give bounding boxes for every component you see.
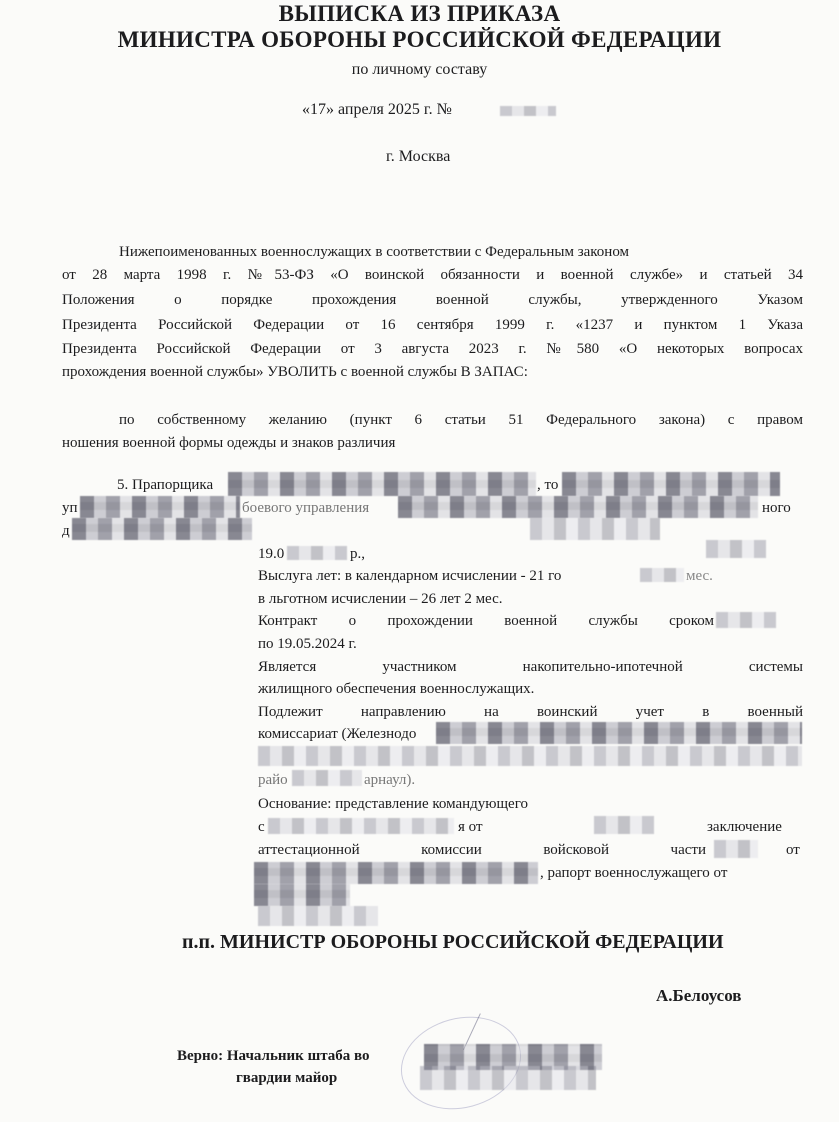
- redacted-line3-b: [530, 518, 660, 540]
- redacted-line3-a: [72, 518, 252, 540]
- item-line2-start: уп: [62, 500, 78, 516]
- preamble-line-2: от 28 марта 1998 г. №53-ФЗ «О воинской обязанности и военной службе» и статьей 34: [62, 267, 803, 283]
- item-line1-end: , то: [537, 477, 559, 493]
- item-basis-line4-end: , рапорт военнослужащего от: [540, 865, 728, 881]
- redacted-basis-d: [254, 862, 538, 884]
- item-basis-line1: Основание: представление командующего: [258, 796, 528, 812]
- item-nis-line1: Является участником накопительно-ипотечной системы: [258, 659, 803, 675]
- redacted-basis-a: [268, 818, 454, 834]
- reason-line-2: ношения военной формы одежды и знаков различия: [62, 435, 396, 451]
- redacted-basis-f: [258, 906, 378, 926]
- document-title-line1: ВЫПИСКА ИЗ ПРИКАЗА: [278, 1, 561, 26]
- item-registration-line4-end: арнаул).: [364, 772, 416, 788]
- item-basis-line2-mid: я от: [458, 819, 483, 835]
- item-service-calendar: Выслуга лет: в календарном исчислении - 21 го: [258, 568, 562, 584]
- item-line2-end: ного: [762, 500, 791, 516]
- preamble-line-5: Президента Российской Федерации от 3 августа 2023 г. №580 «О некоторых вопросах: [62, 341, 803, 357]
- item-basis-line3: аттестационной комиссии войсковой части: [258, 842, 706, 858]
- document-subtitle: по личному составу: [351, 61, 488, 78]
- certify-line2: гвардии майор: [236, 1070, 338, 1086]
- item-registration-line1: Подлежит направлению на воинский учет в военный: [258, 704, 803, 720]
- item-birth: 19.0: [258, 546, 285, 562]
- redacted-basis-e: [254, 884, 350, 906]
- redacted-birth: [287, 546, 347, 560]
- order-date: «17» апреля 2025 г. №: [302, 101, 452, 118]
- item-contract-line2: по 19.05.2024 г.: [258, 636, 357, 652]
- redacted-service: [640, 568, 684, 582]
- redacted-order-number: [500, 106, 556, 116]
- certify-line1: Верно: Начальник штаба во: [177, 1048, 370, 1064]
- redacted-name: [228, 472, 536, 496]
- preamble-line-1: Нижепоименованных военнослужащих в соответствии с Федеральным законом: [119, 244, 630, 260]
- preamble-line-6: прохождения военной службы» УВОЛИТЬ с военной службы В ЗАПАС:: [62, 364, 528, 380]
- item-basis-line2-start: с: [258, 819, 265, 835]
- item-nis-line2: жилищного обеспечения военнослужащих.: [258, 681, 535, 697]
- redacted-birth-tail: [706, 540, 766, 558]
- reason-line-1: по собственному желанию (пункт 6 статьи 51 Федерального закона) с правом: [119, 412, 803, 428]
- redacted-registration-b: [258, 746, 802, 766]
- item-birth-end: р.,: [350, 546, 365, 562]
- item-service-preferential: в льготном исчислении – 26 лет 2 мес.: [258, 591, 503, 607]
- redacted-registration-a: [436, 722, 802, 744]
- preamble-line-3: Положения о порядке прохождения военной службы, утвержденного Указом: [62, 292, 803, 308]
- item-contract-line1: Контракт о прохождении военной службы сроком: [258, 613, 714, 629]
- redacted-contract: [716, 612, 776, 628]
- item-service-calendar-end: мес.: [686, 568, 713, 584]
- item-registration-line2: комиссариат (Железнодо: [258, 726, 417, 742]
- preamble-line-4: Президента Российской Федерации от 16 сентября 1999 г. «1237 и пунктом 1 Указа: [62, 317, 803, 333]
- redacted-line1-tail: [562, 472, 780, 496]
- order-city: г. Москва: [386, 148, 451, 165]
- redacted-basis-c: [714, 840, 758, 858]
- document-title-line2: МИНИСТРА ОБОРОНЫ РОССИЙСКОЙ ФЕДЕРАЦИИ: [117, 27, 722, 52]
- signatory-name: А.Белоусов: [656, 986, 742, 1005]
- item-registration-line4-start: райо: [258, 772, 288, 788]
- signatory-title: п.п. МИНИСТР ОБОРОНЫ РОССИЙСКОЙ ФЕДЕРАЦИИ: [182, 931, 724, 953]
- redacted-line2-a: [80, 496, 240, 518]
- redacted-certify-b: [420, 1066, 596, 1090]
- item-basis-line2-end: заключение: [707, 819, 782, 835]
- item-rank: 5. Прапорщика: [117, 477, 214, 493]
- redacted-basis-b: [594, 816, 654, 834]
- redacted-line2-b: [398, 496, 758, 518]
- item-line2-mid: боевого управления: [242, 500, 370, 516]
- item-line3-start: д: [62, 523, 70, 539]
- item-basis-line3-end: от: [786, 842, 800, 858]
- redacted-registration-c: [292, 770, 362, 786]
